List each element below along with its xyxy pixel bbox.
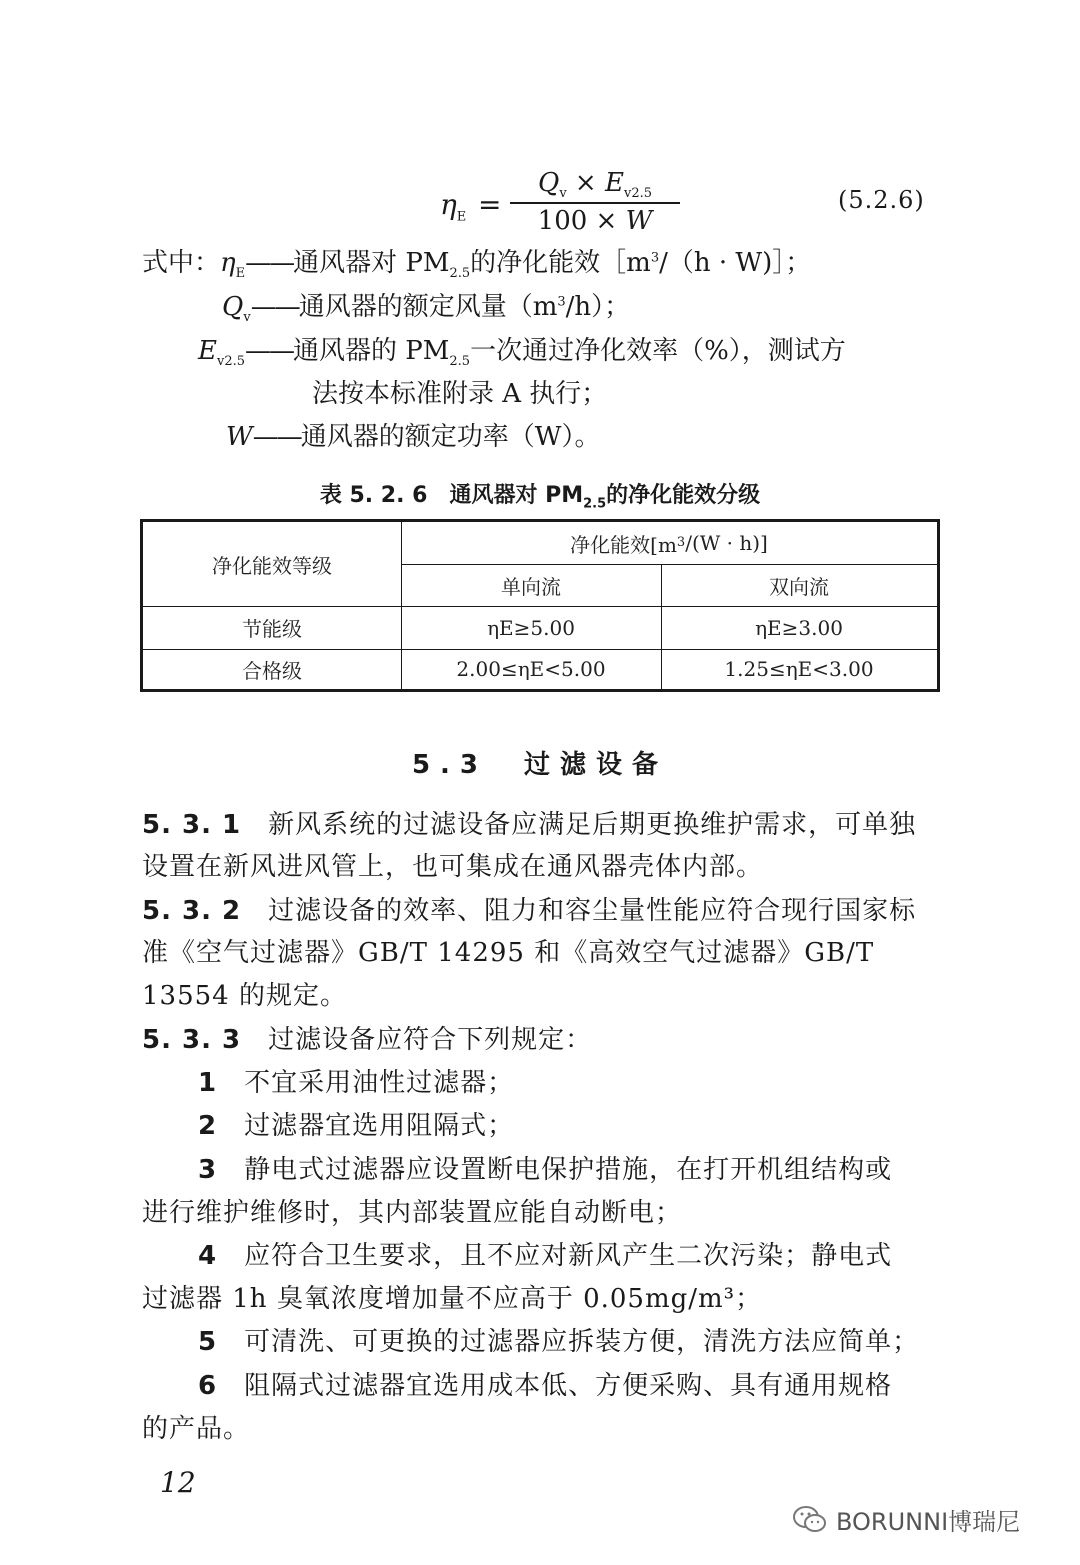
clause-5-3-1: 5. 3. 1 新风系统的过滤设备应满足后期更换维护需求，可单独 [142, 810, 917, 840]
list-item: 4 应符合卫生要求，且不应对新风产生二次污染；静电式 [198, 1241, 893, 1271]
list-item: 5 可清洗、可更换的过滤器应拆装方便，清洗方法应简单； [198, 1327, 920, 1357]
clause-5-3-2-continued: 准《空气过滤器》GB/T 14295 和《高效空气过滤器》GB/T [142, 938, 875, 968]
list-item: 6 阻隔式过滤器宜选用成本低、方便采购、具有通用规格 [198, 1371, 893, 1401]
list-item-continued: 的产品。 [142, 1414, 251, 1444]
watermark-text: BORUNNI博瑞尼 [836, 1508, 1021, 1536]
formula-lhs: $\eta_E$ [440, 188, 467, 225]
clause-number: 5. 3. 3 [142, 1025, 242, 1055]
table-cell-one-way: ηE≥5.00 [487, 615, 575, 640]
header-one-way: 单向流 [501, 574, 561, 599]
clause-5-3-3: 5. 3. 3 过滤设备应符合下列规定： [142, 1025, 593, 1055]
list-item: 3 静电式过滤器应设置断电保护措施，在打开机组结构或 [198, 1155, 893, 1185]
list-item: 2 过滤器宜选用阻隔式； [198, 1111, 515, 1141]
formula-number: (5.2.6) [838, 186, 925, 214]
fraction-bar [510, 202, 680, 204]
table-cell-one-way: 2.00≤ηE<5.00 [456, 657, 606, 681]
clause-5-3-2: 5. 3. 2 过滤设备的效率、阻力和容尘量性能应符合现行国家标 [142, 896, 917, 926]
clause-5-3-1-continued: 设置在新风进风管上，也可集成在通风器壳体内部。 [142, 852, 764, 882]
table-cell-grade: 合格级 [242, 658, 302, 683]
wechat-icon [792, 1504, 828, 1536]
clause-5-3-2-continued: 13554 的规定。 [142, 981, 347, 1011]
definition-ev: $E_{v2.5}——$通风器的 $PM_{2.5}$一次通过净化效率（%），测试方 [198, 336, 846, 370]
header-two-way: 双向流 [769, 574, 829, 599]
table-cell-two-way: ηE≥3.00 [755, 615, 843, 640]
header-grade: 净化能效等级 [212, 553, 332, 578]
definition-qv: $Q_v——$通风器的额定风量$(m^3/h)$； [222, 292, 631, 326]
formula-numerator: $Q_v \times E_{v2.5}$ [537, 168, 653, 202]
page-number: 12 [160, 1466, 196, 1499]
definition-ev-continued: 法按本标准附录 A 执行； [312, 379, 608, 409]
formula-equals: = [478, 188, 502, 221]
list-item-continued: 过滤器 1h 臭氧浓度增加量不应高于 0.05mg/m³； [142, 1284, 763, 1314]
table-cell-grade: 节能级 [242, 617, 302, 641]
table-caption: 表 5. 2. 6 通风器对 $PM_{2.5}$的净化能效分级 [319, 483, 761, 512]
watermark [792, 1502, 1020, 1537]
header-efficiency: 净化能效[m 3 /(W · h)] [570, 531, 768, 557]
table-cell-two-way: 1.25≤ηE<3.00 [724, 657, 874, 681]
efficiency-grade-table [140, 519, 940, 692]
clause-number: 5. 3. 1 [142, 810, 242, 840]
definition-w: W——通风器的额定功率（W）。 [226, 422, 601, 452]
list-item: 1 不宜采用油性过滤器； [198, 1068, 515, 1098]
formula-denominator: 100 × W [537, 206, 653, 236]
list-item-continued: 进行维护维修时，其内部装置应能自动断电； [142, 1198, 683, 1228]
definition-eta: 式中：$\eta_E——$通风器对 $PM_{2.5}$的净化能效$[m^3/(h$ · W)］； [142, 248, 812, 282]
formula-5-2-6 [440, 168, 660, 238]
clause-number: 5. 3. 2 [142, 896, 242, 926]
section-heading: 5.3 过滤设备 [411, 750, 669, 780]
